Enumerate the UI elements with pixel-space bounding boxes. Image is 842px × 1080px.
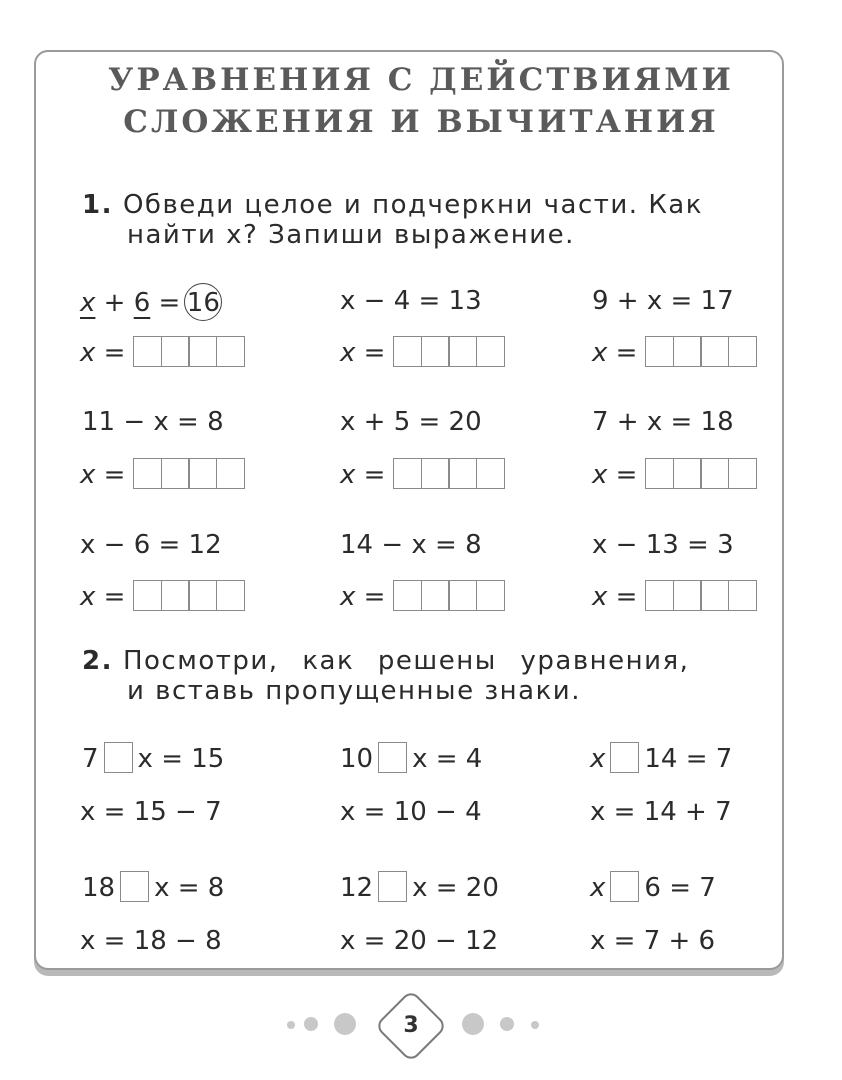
answer-label: x =	[80, 582, 126, 612]
answer-label: x =	[340, 582, 386, 612]
task-1-number: 1.	[82, 190, 113, 220]
equation-2: x − 4 = 13	[340, 286, 482, 316]
answer-label: x =	[592, 582, 638, 612]
equation-left: x	[590, 873, 606, 903]
missing-sign-equation-5	[340, 873, 499, 904]
sign-box[interactable]	[104, 742, 133, 773]
answer-label: x =	[340, 460, 386, 490]
solution-2: x = 10 − 4	[340, 797, 482, 827]
example-six: 6	[133, 288, 151, 318]
missing-sign-equation-6	[590, 873, 716, 904]
answer-row-9	[592, 582, 757, 613]
decor-dot	[531, 1021, 539, 1029]
answer-boxes[interactable]	[133, 580, 245, 611]
equation-6: 7 + x = 18	[592, 407, 734, 437]
answer-boxes[interactable]	[393, 336, 505, 367]
missing-sign-equation-2	[340, 744, 482, 775]
solution-4: x = 18 − 8	[80, 926, 222, 956]
answer-row-3	[592, 338, 757, 369]
equation-left: 7	[82, 744, 99, 774]
equation-4: 11 − x = 8	[82, 407, 224, 437]
page-footer	[0, 995, 842, 1055]
equation-right: x = 4	[412, 744, 483, 774]
answer-label: x =	[80, 338, 126, 368]
solution-1: x = 15 − 7	[80, 797, 222, 827]
answer-boxes[interactable]	[393, 580, 505, 611]
task-2-line-2: и вставь пропущенные знаки.	[127, 676, 581, 706]
example-plus: +	[103, 288, 126, 318]
solution-6: x = 7 + 6	[590, 926, 716, 956]
circled-whole: 16	[184, 283, 222, 321]
answer-row-4	[80, 460, 245, 491]
answer-label: x =	[340, 338, 386, 368]
task-1-instructions	[82, 190, 703, 250]
equation-right: x = 8	[154, 873, 225, 903]
answer-row-8	[340, 582, 505, 613]
equation-left: 10	[340, 744, 374, 774]
answer-row-6	[592, 460, 757, 491]
sign-box[interactable]	[378, 742, 407, 773]
page-title-line-2: СЛОЖЕНИЯ И ВЫЧИТАНИЯ	[123, 104, 719, 140]
equation-8: 14 − x = 8	[340, 530, 482, 560]
task-2-instructions	[82, 646, 689, 706]
sign-box[interactable]	[610, 742, 639, 773]
answer-boxes[interactable]	[393, 458, 505, 489]
answer-row-2	[340, 338, 505, 369]
equation-7: x − 6 = 12	[80, 530, 222, 560]
answer-boxes[interactable]	[133, 336, 245, 367]
page-title-line-1: УРАВНЕНИЯ С ДЕЙСТВИЯМИ	[108, 62, 734, 98]
equation-1	[80, 283, 222, 321]
answer-boxes[interactable]	[645, 580, 757, 611]
answer-row-1	[80, 338, 245, 369]
page-number: 3	[403, 1013, 419, 1038]
answer-row-5	[340, 460, 505, 491]
equation-right: x = 20	[412, 873, 499, 903]
missing-sign-equation-1	[82, 744, 224, 775]
sign-box[interactable]	[610, 871, 639, 902]
solution-5: x = 20 − 12	[340, 926, 499, 956]
decor-dot	[334, 1013, 356, 1035]
task-1-line-2: найти x? Запиши выражение.	[127, 220, 575, 250]
equation-right: x = 15	[137, 744, 225, 774]
answer-label: x =	[80, 460, 126, 490]
answer-label: x =	[592, 338, 638, 368]
answer-label: x =	[592, 460, 638, 490]
sign-box[interactable]	[378, 871, 407, 902]
decor-dot	[462, 1013, 484, 1035]
answer-row-7	[80, 582, 245, 613]
answer-boxes[interactable]	[645, 336, 757, 367]
equation-right: 6 = 7	[644, 873, 716, 903]
task-2-line-1: Посмотри, как решены уравнения,	[122, 646, 690, 676]
equation-5: x + 5 = 20	[340, 407, 482, 437]
missing-sign-equation-3	[590, 744, 732, 775]
solution-3: x = 14 + 7	[590, 797, 732, 827]
example-eq: =	[158, 288, 181, 318]
answer-boxes[interactable]	[133, 458, 245, 489]
example-x: x	[80, 288, 96, 318]
sign-box[interactable]	[120, 871, 149, 902]
equation-left: 12	[340, 873, 374, 903]
equation-left: x	[590, 744, 606, 774]
equation-left: 18	[82, 873, 116, 903]
missing-sign-equation-4	[82, 873, 224, 904]
task-1-line-1: Обведи целое и подчеркни части. Как	[122, 190, 703, 220]
task-2-number: 2.	[82, 646, 113, 676]
worksheet-card	[34, 50, 784, 970]
answer-boxes[interactable]	[645, 458, 757, 489]
equation-3: 9 + x = 17	[592, 286, 734, 316]
decor-dot	[304, 1017, 318, 1031]
equation-right: 14 = 7	[644, 744, 733, 774]
decor-dot	[500, 1017, 514, 1031]
decor-dot	[287, 1021, 295, 1029]
equation-9: x − 13 = 3	[592, 530, 734, 560]
